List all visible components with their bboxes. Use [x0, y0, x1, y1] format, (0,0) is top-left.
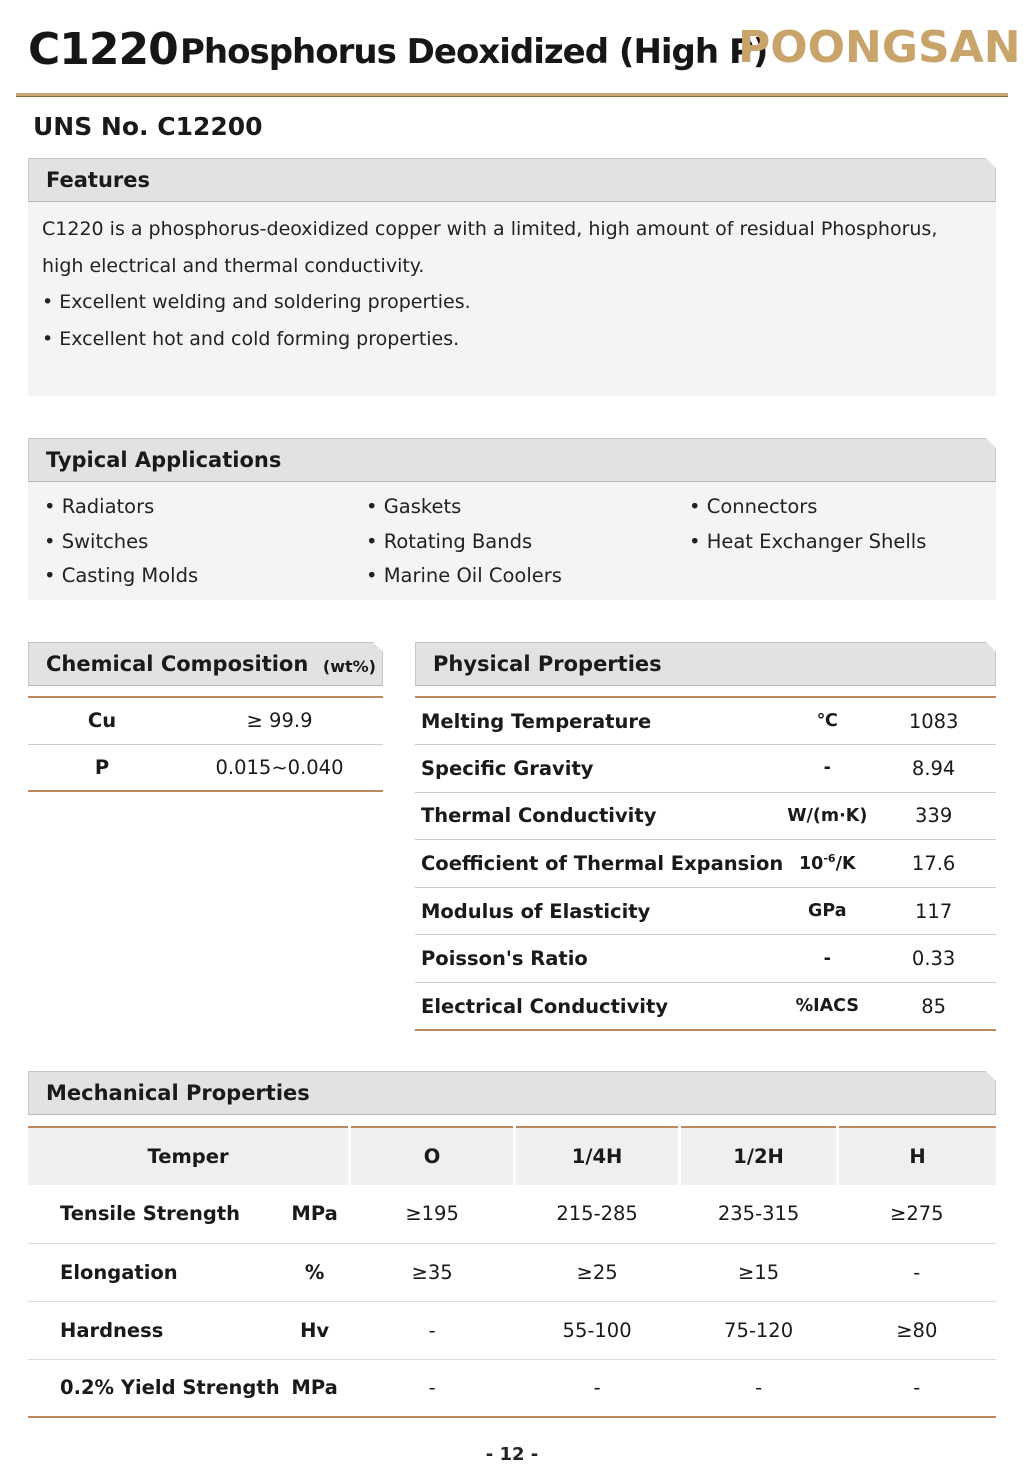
physical-table: [415, 696, 996, 1031]
value-cell: 215-285: [515, 1185, 680, 1243]
list-item: • Casting Molds: [44, 564, 199, 587]
value-cell: 55-100: [515, 1301, 680, 1359]
column-header: 1/2H: [680, 1127, 838, 1185]
element-cell: Cu: [28, 697, 176, 744]
unit-exponent: -6: [823, 851, 836, 865]
property-unit: %: [280, 1243, 350, 1301]
table-row: [28, 1359, 996, 1417]
property-unit: W/(m·K): [783, 792, 871, 840]
value-cell: ≥195: [350, 1185, 515, 1243]
value-cell: -: [838, 1243, 996, 1301]
features-line: • Excellent welding and soldering properties.: [42, 291, 471, 313]
property-name: Elongation: [28, 1243, 280, 1301]
table-row: [415, 840, 996, 888]
list-item: • Connectors: [689, 495, 818, 518]
property-unit: MPa: [280, 1185, 350, 1243]
title-row: [28, 22, 1021, 82]
value-cell: -: [755, 1376, 763, 1400]
features-line: C1220 is a phosphorus-deoxidized copper with a limited, high amount of residual Phosphorus,: [42, 218, 938, 240]
property-unit: Hv: [280, 1301, 350, 1359]
property-name: Modulus of Elasticity: [415, 887, 783, 935]
column-header: 1/4H: [515, 1127, 680, 1185]
property-name: Hardness: [28, 1301, 280, 1359]
property-unit: GPa: [783, 887, 871, 935]
applications-column: [366, 490, 562, 594]
alloy-code: C1220: [28, 24, 178, 75]
physical-header: [415, 642, 996, 686]
property-name: 0.2% Yield Strength: [60, 1376, 280, 1400]
property-value: 85: [921, 994, 947, 1018]
applications-column: [689, 490, 926, 559]
chemical-table: [28, 696, 383, 792]
property-name: Poisson's Ratio: [415, 935, 783, 983]
value-cell: ≥25: [515, 1243, 680, 1301]
list-item: • Switches: [44, 529, 149, 553]
features-header: [28, 158, 996, 202]
applications-header: [28, 438, 996, 482]
property-value: 339: [871, 792, 996, 840]
property-unit: [783, 840, 871, 888]
table-row: [415, 887, 996, 935]
mechanical-header: [28, 1071, 996, 1115]
chemical-header: [28, 642, 383, 686]
list-item: • Marine Oil Coolers: [366, 564, 562, 587]
property-name: Specific Gravity: [415, 745, 783, 793]
property-value: 0.33: [871, 935, 996, 983]
property-unit: ℃: [783, 697, 871, 745]
features-title: Features: [46, 168, 150, 192]
property-name: Melting Temperature: [415, 697, 783, 745]
property-name: Thermal Conductivity: [415, 792, 783, 840]
property-unit: MPa: [291, 1376, 338, 1400]
table-row: [415, 792, 996, 840]
property-unit: %IACS: [795, 996, 859, 1017]
list-item: • Radiators: [44, 495, 155, 518]
column-header: O: [350, 1127, 515, 1185]
table-row: [28, 697, 383, 744]
poongsan-logo: POONGSAN: [738, 22, 1021, 73]
table-row: [415, 983, 996, 1031]
uns-number: UNS No. C12200: [33, 112, 263, 141]
chemical-title: Chemical Composition: [46, 652, 309, 676]
property-name: Tensile Strength: [28, 1185, 280, 1243]
property-value: 8.94: [871, 745, 996, 793]
value-cell: -: [593, 1376, 601, 1400]
table-row: [28, 1301, 996, 1359]
value-cell: 75-120: [680, 1301, 838, 1359]
unit-tail: /K: [835, 853, 856, 874]
property-value: 117: [871, 887, 996, 935]
value-cell: ≥ 99.9: [176, 697, 383, 744]
features-line: • Excellent hot and cold forming properties.: [42, 327, 460, 350]
applications-list: [44, 490, 984, 595]
value-cell: -: [350, 1301, 515, 1359]
page-number: - 12 -: [485, 1444, 539, 1465]
property-name: Electrical Conductivity: [421, 994, 669, 1018]
value-cell: -: [913, 1376, 921, 1400]
table-row: [28, 1185, 996, 1243]
alloy-name: Phosphorus Deoxidized (High P): [180, 32, 768, 72]
property-name: Coefficient of Thermal Expansion: [415, 840, 783, 888]
list-item: • Gaskets: [366, 495, 462, 518]
table-header-row: [28, 1127, 996, 1185]
property-unit: -: [783, 745, 871, 793]
value-cell: ≥15: [680, 1243, 838, 1301]
table-row: [415, 745, 996, 793]
applications-title: Typical Applications: [46, 448, 282, 472]
property-value: 1083: [871, 697, 996, 745]
list-item: • Heat Exchanger Shells: [689, 529, 927, 553]
value-cell: ≥275: [838, 1185, 996, 1243]
mechanical-table: [28, 1126, 996, 1418]
property-value: 17.6: [871, 840, 996, 888]
unit-base: 10: [798, 853, 824, 874]
features-line: high electrical and thermal conductivity.: [42, 254, 425, 277]
features-text: [42, 211, 962, 357]
value-cell: -: [428, 1376, 436, 1400]
value-cell: ≥35: [350, 1243, 515, 1301]
value-cell: 0.015~0.040: [215, 755, 344, 779]
column-header: Temper: [28, 1127, 350, 1185]
value-cell: ≥80: [838, 1301, 996, 1359]
table-row: [28, 1243, 996, 1301]
property-unit: -: [783, 935, 871, 983]
physical-title: Physical Properties: [433, 652, 662, 676]
mechanical-title: Mechanical Properties: [46, 1081, 310, 1105]
applications-column: [44, 490, 198, 594]
title-divider: [16, 93, 1008, 97]
table-row: [415, 935, 996, 983]
column-header: H: [838, 1127, 996, 1185]
value-cell: 235-315: [680, 1185, 838, 1243]
element-cell: P: [94, 755, 110, 779]
list-item: • Rotating Bands: [366, 529, 533, 553]
chemical-unit: (wt%): [322, 657, 376, 676]
table-row: [28, 744, 383, 791]
table-row: [415, 697, 996, 745]
